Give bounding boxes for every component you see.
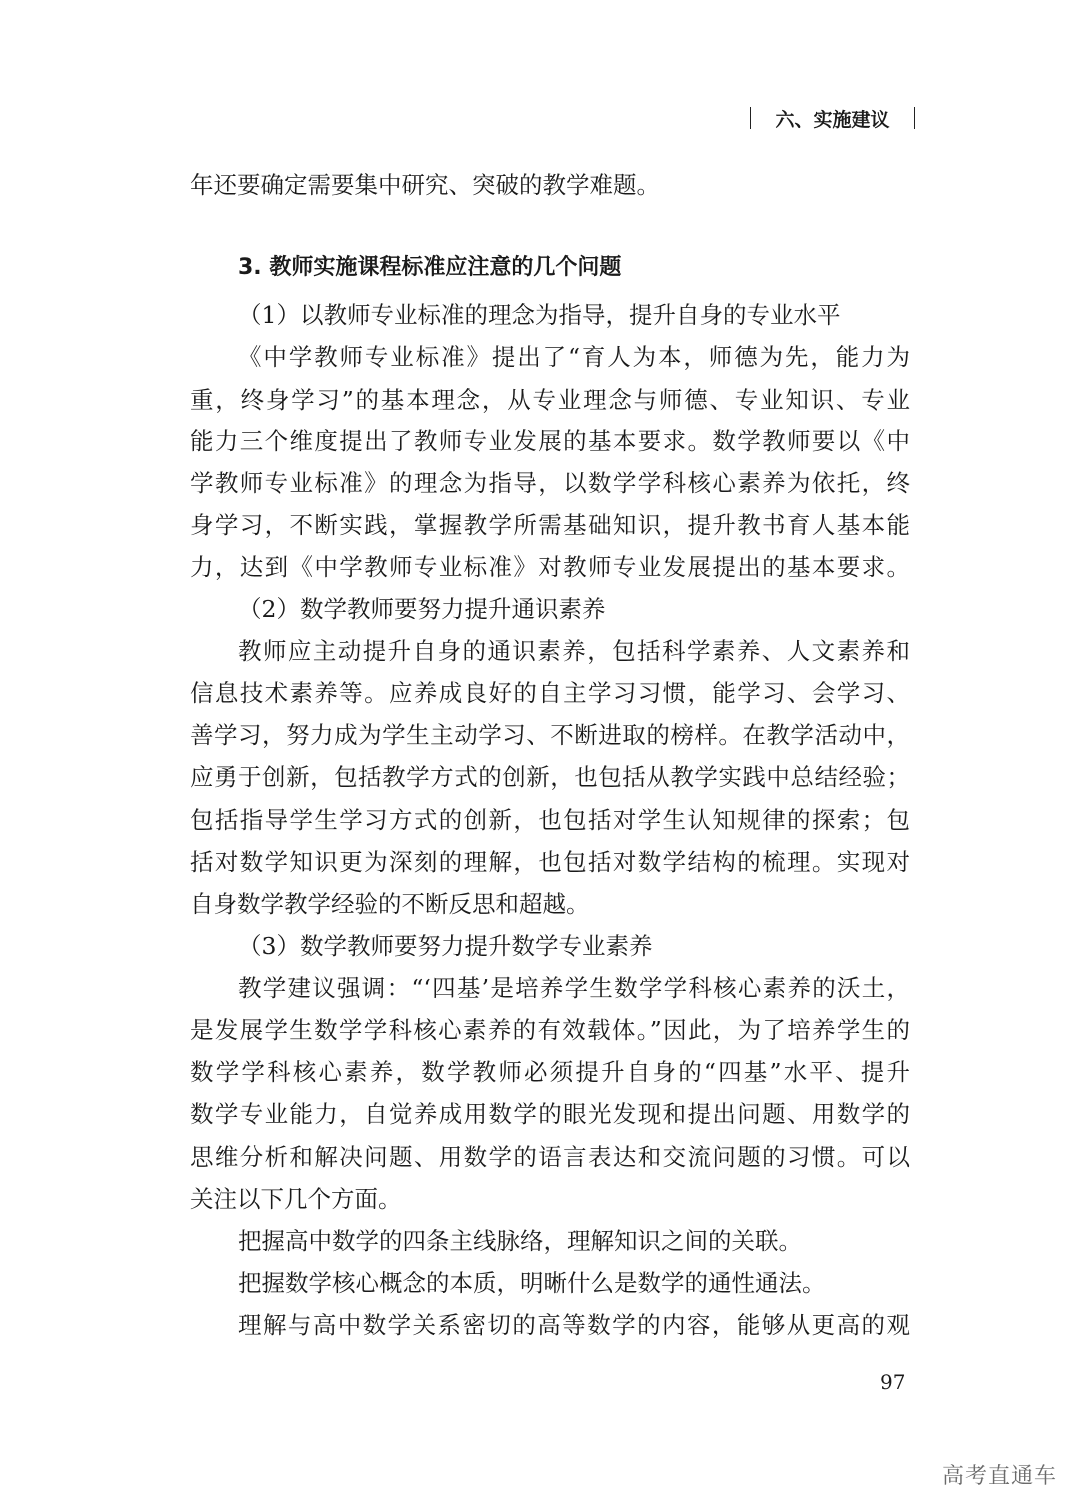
page-number: 97 <box>880 1370 906 1394</box>
header-divider <box>914 107 915 129</box>
text-line: 数学专业能力，自觉养成用数学的眼光发现和提出问题、用数学的 <box>190 1100 910 1128</box>
text-line: 重，终身学习”的基本理念，从专业理念与师德、专业知识、专业 <box>190 386 910 414</box>
text-line: 括对数学知识更为深刻的理解，也包括对数学结构的梳理。实现对 <box>190 848 910 876</box>
text-line: （3）数学教师要努力提升数学专业素养 <box>238 932 653 960</box>
text-line: 数学学科核心素养，数学教师必须提升自身的“四基”水平、提升 <box>190 1058 910 1086</box>
watermark: 高考直通车 <box>942 1464 1058 1489</box>
text-line: 力，达到《中学教师专业标准》对教师专业发展提出的基本要求。 <box>190 553 910 581</box>
text-line: 应勇于创新，包括教学方式的创新，也包括从教学实践中总结经验； <box>190 763 910 791</box>
text-line: （2）数学教师要努力提升通识素养 <box>238 595 606 623</box>
text-line: 教学建议强调：“‘四基’是培养学生数学学科核心素养的沃土， <box>238 974 910 1002</box>
running-header <box>750 103 915 133</box>
text-line: 是发展学生数学学科核心素养的有效载体。”因此，为了培养学生的 <box>190 1016 910 1044</box>
section-title: 六、实施建议 <box>775 108 890 131</box>
header-divider <box>750 107 751 129</box>
text-line: 身学习，不断实践，掌握教学所需基础知识，提升教书育人基本能 <box>190 511 910 539</box>
text-line: 能力三个维度提出了教师专业发展的基本要求。数学教师要以《中 <box>190 427 910 455</box>
text-line: 包括指导学生学习方式的创新，也包括对学生认知规律的探索；包 <box>190 806 910 834</box>
text-line: 自身数学教学经验的不断反思和超越。 <box>190 890 590 918</box>
text-line: 学教师专业标准》的理念为指导，以数学学科核心素养为依托，终 <box>190 469 910 497</box>
text-line: 关注以下几个方面。 <box>190 1185 402 1213</box>
text-line: 理解与高中数学关系密切的高等数学的内容，能够从更高的观 <box>238 1311 910 1339</box>
text-line: 思维分析和解决问题、用数学的语言表达和交流问题的习惯。可以 <box>190 1143 910 1171</box>
text-line: 把握数学核心概念的本质，明晰什么是数学的通性通法。 <box>238 1269 826 1297</box>
text-line: 信息技术素养等。应养成良好的自主学习习惯，能学习、会学习、 <box>190 679 910 707</box>
text-line: 把握高中数学的四条主线脉络，理解知识之间的关联。 <box>238 1227 802 1255</box>
text-line: 教师应主动提升自身的通识素养，包括科学素养、人文素养和 <box>238 637 910 665</box>
text-line: 年还要确定需要集中研究、突破的教学难题。 <box>190 171 660 199</box>
text-line: 《中学教师专业标准》提出了“育人为本，师德为先，能力为 <box>238 343 910 371</box>
text-line: （1）以教师专业标准的理念为指导，提升自身的专业水平 <box>238 301 841 329</box>
section-heading: 3. 教师实施课程标准应注意的几个问题 <box>238 255 622 280</box>
text-line: 善学习，努力成为学生主动学习、不断进取的榜样。在教学活动中， <box>190 721 910 749</box>
